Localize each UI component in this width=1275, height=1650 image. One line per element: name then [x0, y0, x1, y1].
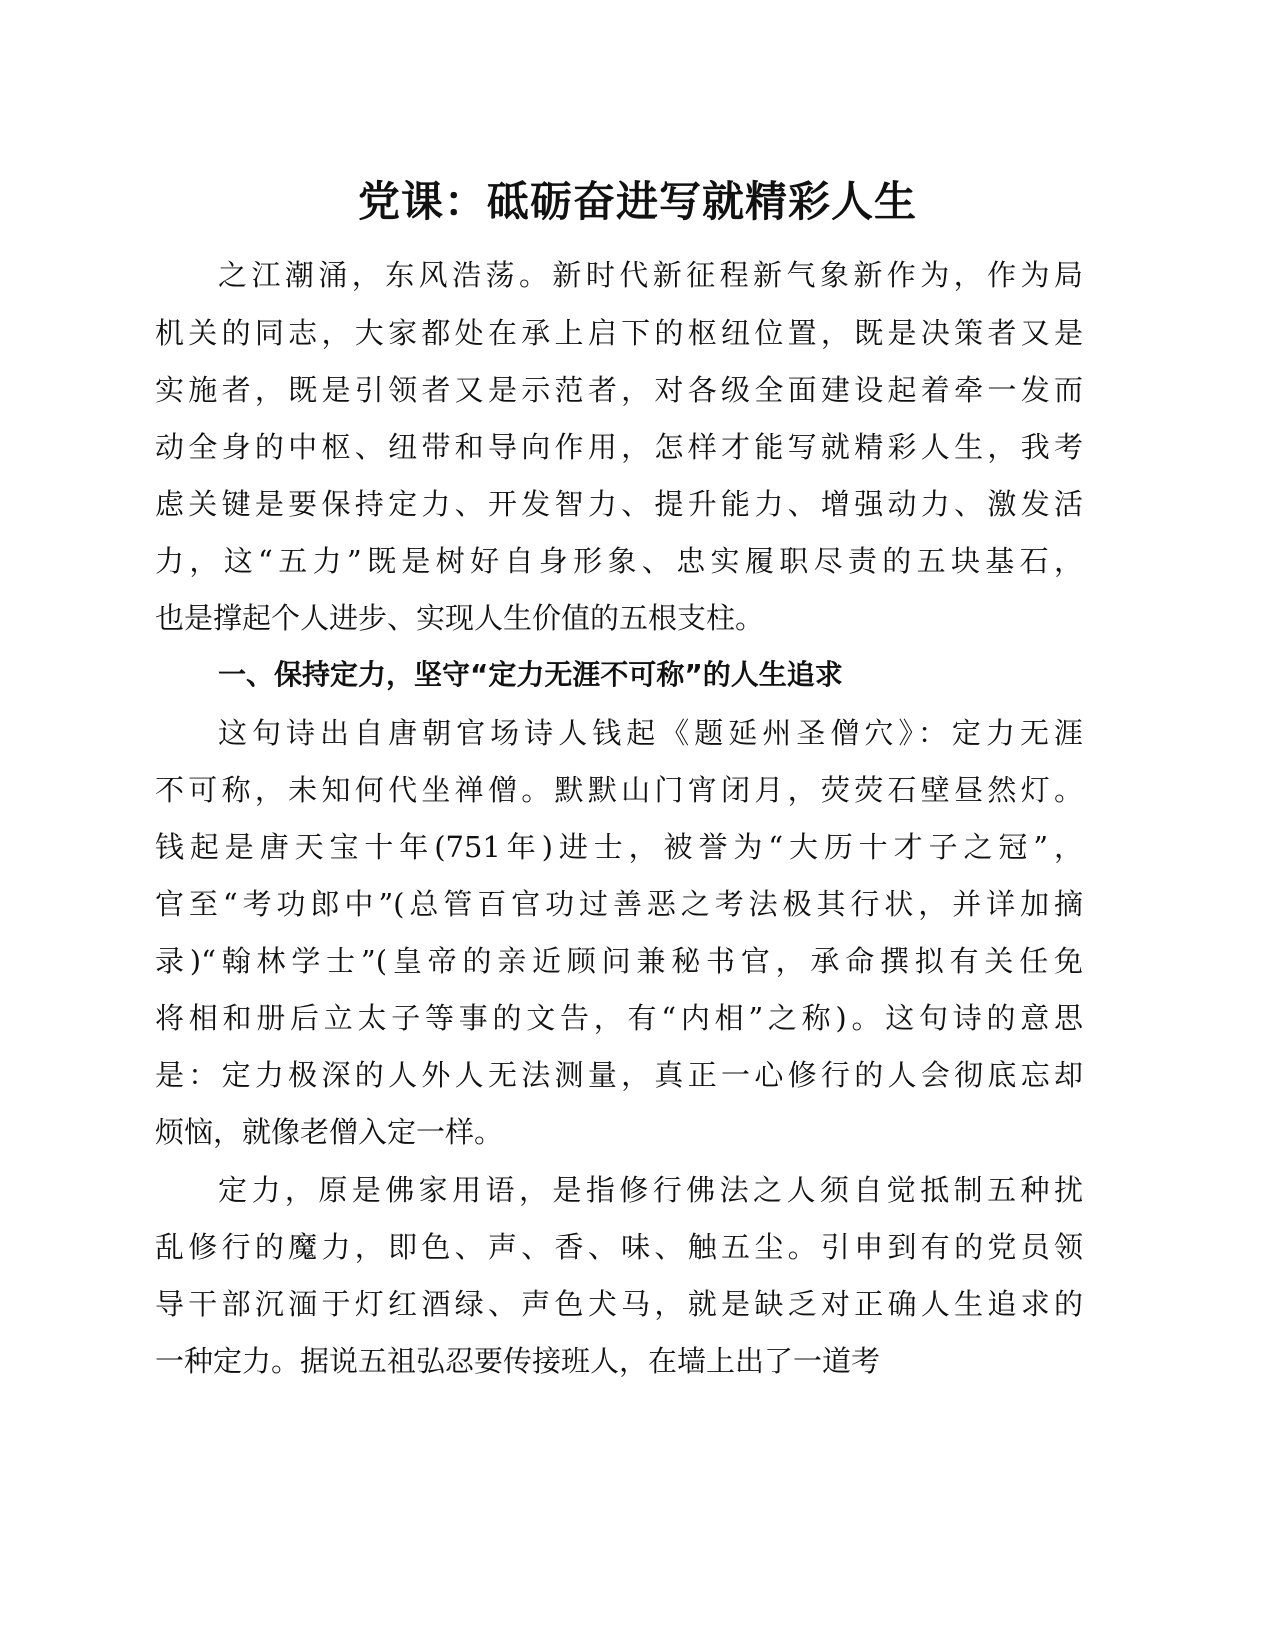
body-line: 钱起是唐天宝十年(751年)进士，被誉为“大历十才子之冠”，: [155, 830, 1083, 864]
body-line: 烦恼，就像老僧入定一样。: [155, 1115, 504, 1149]
body-line: 是：定力极深的人外人无法测量，真正一心修行的人会彻底忘却: [155, 1058, 1083, 1092]
body-line: 录)“翰林学士”(皇帝的亲近顾问兼秘书官，承命撰拟有关任免: [155, 944, 1083, 978]
body-line: 虑关键是要保持定力、开发智力、提升能力、增强动力、激发活: [155, 487, 1083, 521]
body-line: 将相和册后立太子等事的文告，有“内相”之称)。这句诗的意思: [155, 1001, 1083, 1035]
page-title: 党课：砥砺奋进写就精彩人生: [357, 177, 917, 226]
body-line: 乱修行的魔力，即色、声、香、味、触五尘。引申到有的党员领: [155, 1230, 1083, 1264]
body-line: 机关的同志，大家都处在承上启下的枢纽位置，既是决策者又是: [155, 316, 1083, 350]
body-line: 也是撑起个人进步、实现人生价值的五根支柱。: [155, 601, 765, 635]
section-heading: 一、保持定力，坚守“定力无涯不可称”的人生追求: [218, 658, 843, 691]
body-line: 官至“考功郎中”(总管百官功过善恶之考法极其行状，并详加摘: [155, 887, 1083, 921]
body-line: 力，这“五力”既是树好自身形象、忠实履职尽责的五块基石，: [155, 544, 1083, 578]
body-line: 实施者，既是引领者又是示范者，对各级全面建设起着牵一发而: [155, 373, 1083, 407]
body-line: 不可称，未知何代坐禅僧。默默山门宵闭月，荧荧石壁昼然灯。: [155, 773, 1083, 807]
body-line: 之江潮涌，东风浩荡。新时代新征程新气象新作为，作为局: [218, 258, 1083, 292]
body-line: 一种定力。据说五祖弘忍要传接班人，在墙上出了一道考: [155, 1344, 881, 1378]
body-line: 这句诗出自唐朝官场诗人钱起《题延州圣僧穴》：定力无涯: [218, 716, 1083, 750]
body-line: 动全身的中枢、纽带和导向作用，怎样才能写就精彩人生，我考: [155, 430, 1083, 464]
body-line: 定力，原是佛家用语，是指修行佛法之人须自觉抵制五种扰: [218, 1173, 1083, 1207]
body-line: 导干部沉湎于灯红酒绿、声色犬马，就是缺乏对正确人生追求的: [155, 1287, 1083, 1321]
